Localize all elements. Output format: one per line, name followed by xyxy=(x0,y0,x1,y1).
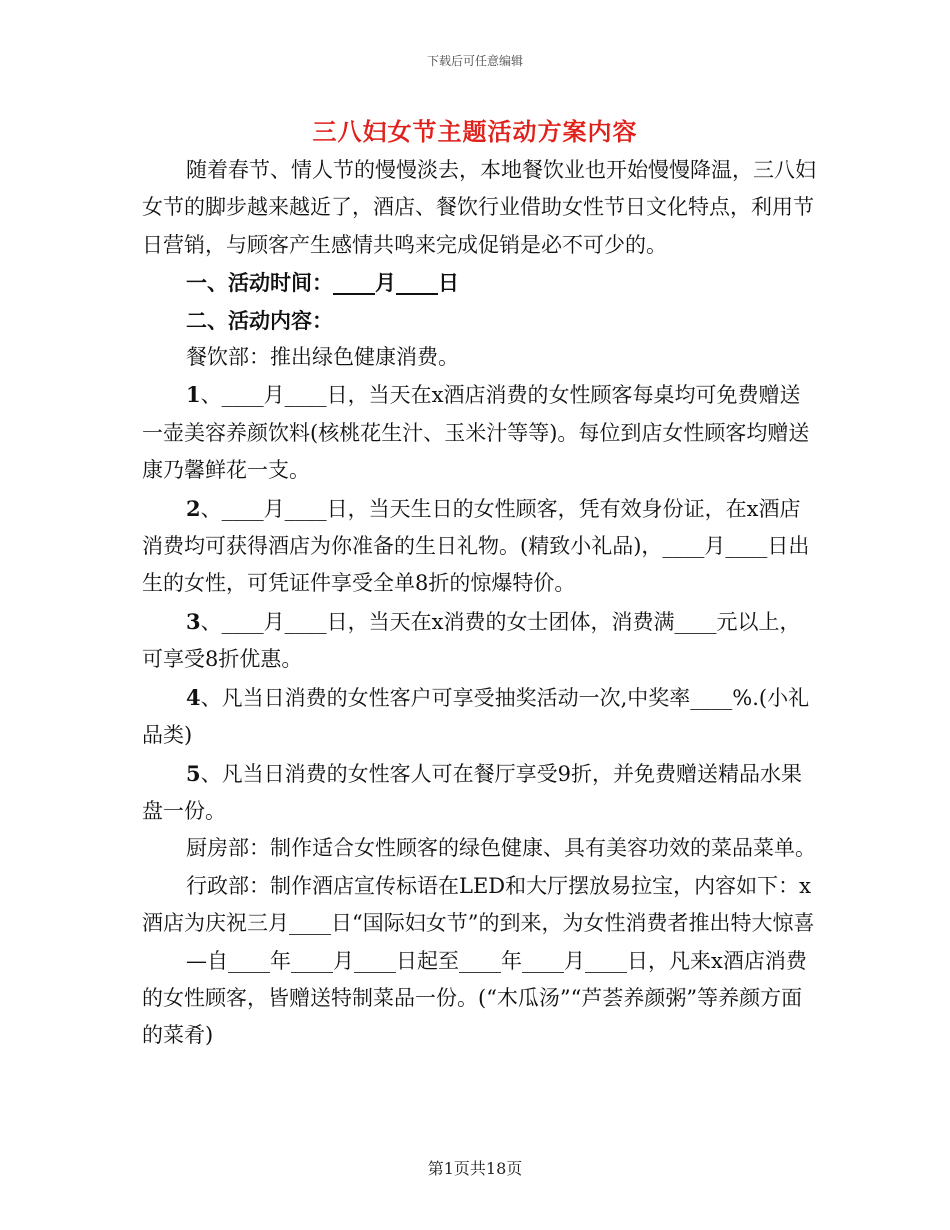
document-body xyxy=(142,152,817,1055)
list-number: 5 xyxy=(186,760,201,786)
list-item-1 xyxy=(142,376,817,489)
list-number: 2 xyxy=(186,495,201,521)
page-header: 下载后可任意编辑 xyxy=(426,54,523,68)
list-item-text: 、____月____日，当天生日的女性顾客，凭有效身份证，在x酒店消费均可获得酒店为你准备的生日礼物。(精致小礼品)，____月____日出生的女性，可凭证件享受全单8折的惊爆特价。 xyxy=(142,496,810,596)
list-number: 4 xyxy=(186,684,201,710)
dining-department-paragraph: 餐饮部：推出绿色健康消费。 xyxy=(186,345,459,370)
list-item-2 xyxy=(142,490,817,603)
page-number: 第1页共18页 xyxy=(427,1159,523,1178)
list-item-text: 、____月____日，当天在x酒店消费的女性顾客每桌均可免费赠送一壶美容养颜饮料(核桃花生汁、玉米汁等等)。每位到店女性顾客均赠送康乃馨鲜花一支。 xyxy=(142,383,810,483)
intro-paragraph: 随着春节、情人节的慢慢淡去，本地餐饮业也开始慢慢降温，三八妇女节的脚步越来越近了，酒店、餐饮行业借助女性节日文化特点，利用节日营销，与顾客产生感情共鸣来完成促销是必不可少的。 xyxy=(142,158,816,257)
list-item-text: 、凡当日消费的女性客户可享受抽奖活动一次,中奖率____%.(小礼品类) xyxy=(142,685,810,748)
list-item-3 xyxy=(142,603,817,679)
list-item-text: 、____月____日，当天在x消费的女士团体，消费满____元以上，可享受8折优惠。 xyxy=(142,609,801,672)
admin-department-paragraph: 行政部：制作酒店宣传标语在LED和大厅摆放易拉宝，内容如下：x酒店为庆祝三月____日“国际妇女节”的到来，为女性消费者推出特大惊喜 xyxy=(142,873,815,936)
list-item-text: 、凡当日消费的女性客人可在餐厅享受9折，并免费赠送精品水果盘一份。 xyxy=(142,761,802,823)
section-heading-time: 一、活动时间：____月____日 xyxy=(186,270,459,296)
list-number: 1 xyxy=(186,382,201,408)
list-number: 3 xyxy=(186,608,201,634)
document-title: 三八妇女节主题活动方案内容 xyxy=(312,117,638,146)
section-heading-content: 二、活动内容： xyxy=(186,307,333,333)
list-item-4 xyxy=(142,679,817,755)
promotion-paragraph: —自____年____月____日起至____年____月____日，凡来x酒店消费的女性顾客，皆赠送特制菜品一份。(“木瓜汤”“芦荟养颜粥”等养颜方面的菜肴) xyxy=(142,948,807,1048)
kitchen-department-paragraph: 厨房部：制作适合女性顾客的绿色健康、具有美容功效的菜品菜单。 xyxy=(186,836,816,861)
list-item-5 xyxy=(142,755,817,831)
